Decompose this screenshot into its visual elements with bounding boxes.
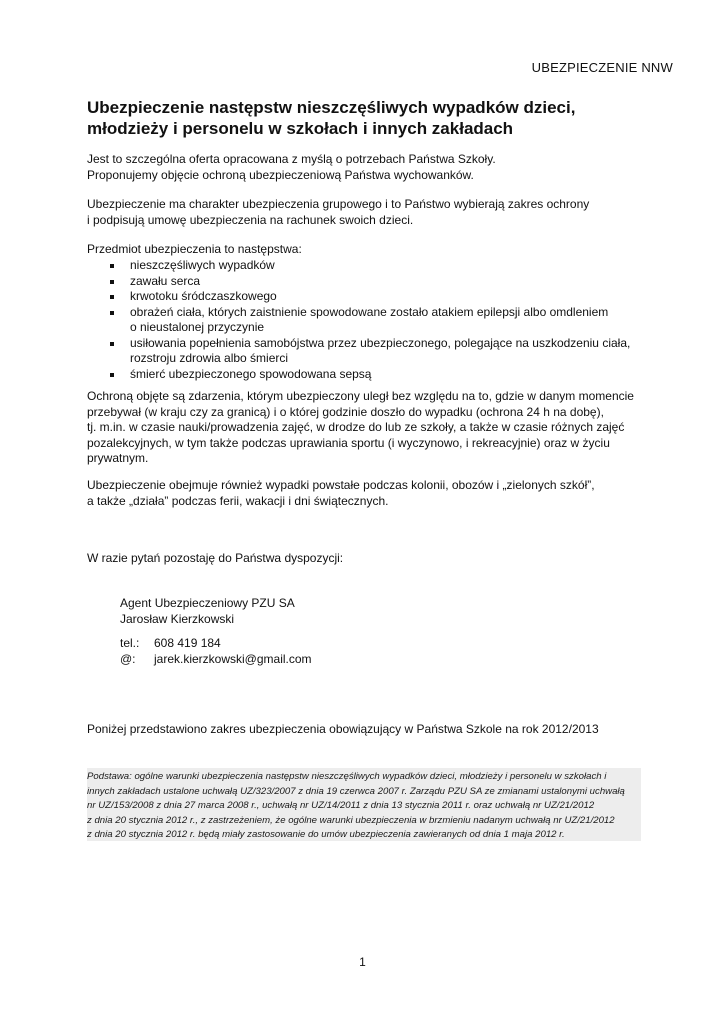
group-line: i podpisują umowę ubezpieczenia na rachunek swoich dzieci. <box>87 212 414 227</box>
list-item-text: nieszczęśliwych wypadków <box>130 258 275 272</box>
list-item <box>108 289 648 305</box>
agent-contact-block <box>120 596 520 667</box>
scope-line: tj. m.in. w czasie nauki/prowadzenia zajęć, w drodze do lub ze szkoły, a także w czasie różnych zajęć <box>87 420 625 434</box>
subject-heading: Przedmiot ubezpieczenia to następstwa: <box>87 242 302 256</box>
list-item-text: krwotoku śródczaszkowego <box>130 289 277 303</box>
list-item <box>108 336 648 367</box>
basis-note <box>87 770 639 843</box>
agent-company: Agent Ubezpieczeniowy PZU SA <box>120 596 295 610</box>
header-tag: UBEZPIECZENIE NNW <box>531 60 673 75</box>
basis-line: z dnia 20 stycznia 2012 r. będą miały zastosowanie do umów ubezpieczenia zawieranych od dnia 1 maja 2012 r. <box>87 829 565 840</box>
list-item <box>108 274 648 290</box>
group-paragraph <box>87 197 647 228</box>
scope-line: pozalekcyjnych, w tym także podczas uprawiania sportu (i wyczynowo, i rekreacyjnie) oraz w życiu <box>87 435 610 450</box>
phone-label: tel.: <box>120 636 140 650</box>
list-item <box>108 258 648 274</box>
basis-line: nr UZ/153/2008 z dnia 27 marca 2008 r., uchwałą nr UZ/14/2011 z dnia 13 stycznia 2011 r. oraz uchwałą nr UZ/21/2012 <box>87 800 595 811</box>
list-item-text: śmierć ubezpieczonego spowodowana sepsą <box>130 366 372 381</box>
agent-name: Jarosław Kierzkowski <box>120 611 235 626</box>
email-label: @: <box>120 651 136 666</box>
camps-line: a także „działa” podczas ferii, wakacji i dni świątecznych. <box>87 493 389 508</box>
camps-line: Ubezpieczenie obejmuje również wypadki powstałe podczas kolonii, obozów i „zielonych szkół”, <box>87 478 595 492</box>
list-item-text: zawału serca <box>130 273 201 288</box>
list-item-text: usiłowania popełnienia samobójstwa przez ubezpieczonego, polegające na uszkodzeniu ciała, <box>130 335 631 350</box>
email-address: jarek.kierzkowski@gmail.com <box>154 651 312 666</box>
list-item-text: obrażeń ciała, których zaistnienie spowodowane zostało atakiem epilepsji albo omdleniem <box>130 304 609 319</box>
phone-number: 608 419 184 <box>154 636 221 650</box>
intro-paragraph <box>87 152 647 183</box>
range-note: Poniżej przedstawiono zakres ubezpieczenia obowiązujący w Państwa Szkole na rok 2012/2013 <box>87 722 599 736</box>
camps-paragraph <box>87 478 647 509</box>
basis-line: z dnia 20 stycznia 2012 r., z zastrzeżeniem, że ogólne warunki ubezpieczenia w brzmieniu nadanym uchwałą nr UZ/21/2012 <box>87 814 615 826</box>
list-item <box>108 305 648 336</box>
list-item-text: o nieustalonej przyczynie <box>130 320 265 334</box>
list-item-text: rozstroju zdrowia albo śmierci <box>130 351 289 365</box>
page-number: 1 <box>359 955 366 969</box>
intro-line: Jest to szczególna oferta opracowana z myślą o potrzebach Państwa Szkoły. <box>87 152 496 166</box>
scope-line: prywatnym. <box>87 451 149 465</box>
scope-line: Ochroną objęte są zdarzenia, którym ubezpieczony uległ bez względu na to, gdzie w danym momencie <box>87 389 634 403</box>
subject-list <box>108 258 648 382</box>
list-item <box>108 367 648 383</box>
basis-line: innych zakładach ustalone uchwałą UZ/323/2007 z dnia 19 czerwca 2007 r. Zarządu PZU SA ze zmianami ustalonymi uchwałą <box>87 785 625 797</box>
basis-line: Podstawa: ogólne warunki ubezpieczenia następstw nieszczęśliwych wypadków dzieci, młodzieży i personelu w szkołach i <box>87 771 607 782</box>
scope-paragraph <box>87 389 647 467</box>
document-title: Ubezpieczenie następstw nieszczęśliwych wypadków dzieci, młodzieży i personelu w szkołach i innych zakładach <box>87 98 576 138</box>
phone-row <box>120 636 520 652</box>
intro-line: Proponujemy objęcie ochroną ubezpieczeniową Państwa wychowanków. <box>87 167 474 182</box>
email-row <box>120 652 520 668</box>
group-line: Ubezpieczenie ma charakter ubezpieczenia grupowego i to Państwo wybierają zakres ochrony <box>87 197 590 211</box>
scope-line: przebywał (w kraju czy za granicą) i o której godzinie doszło do wypadku (ochrona 24 h na dobę), <box>87 404 604 419</box>
contact-intro: W razie pytań pozostaję do Państwa dyspozycji: <box>87 551 344 565</box>
